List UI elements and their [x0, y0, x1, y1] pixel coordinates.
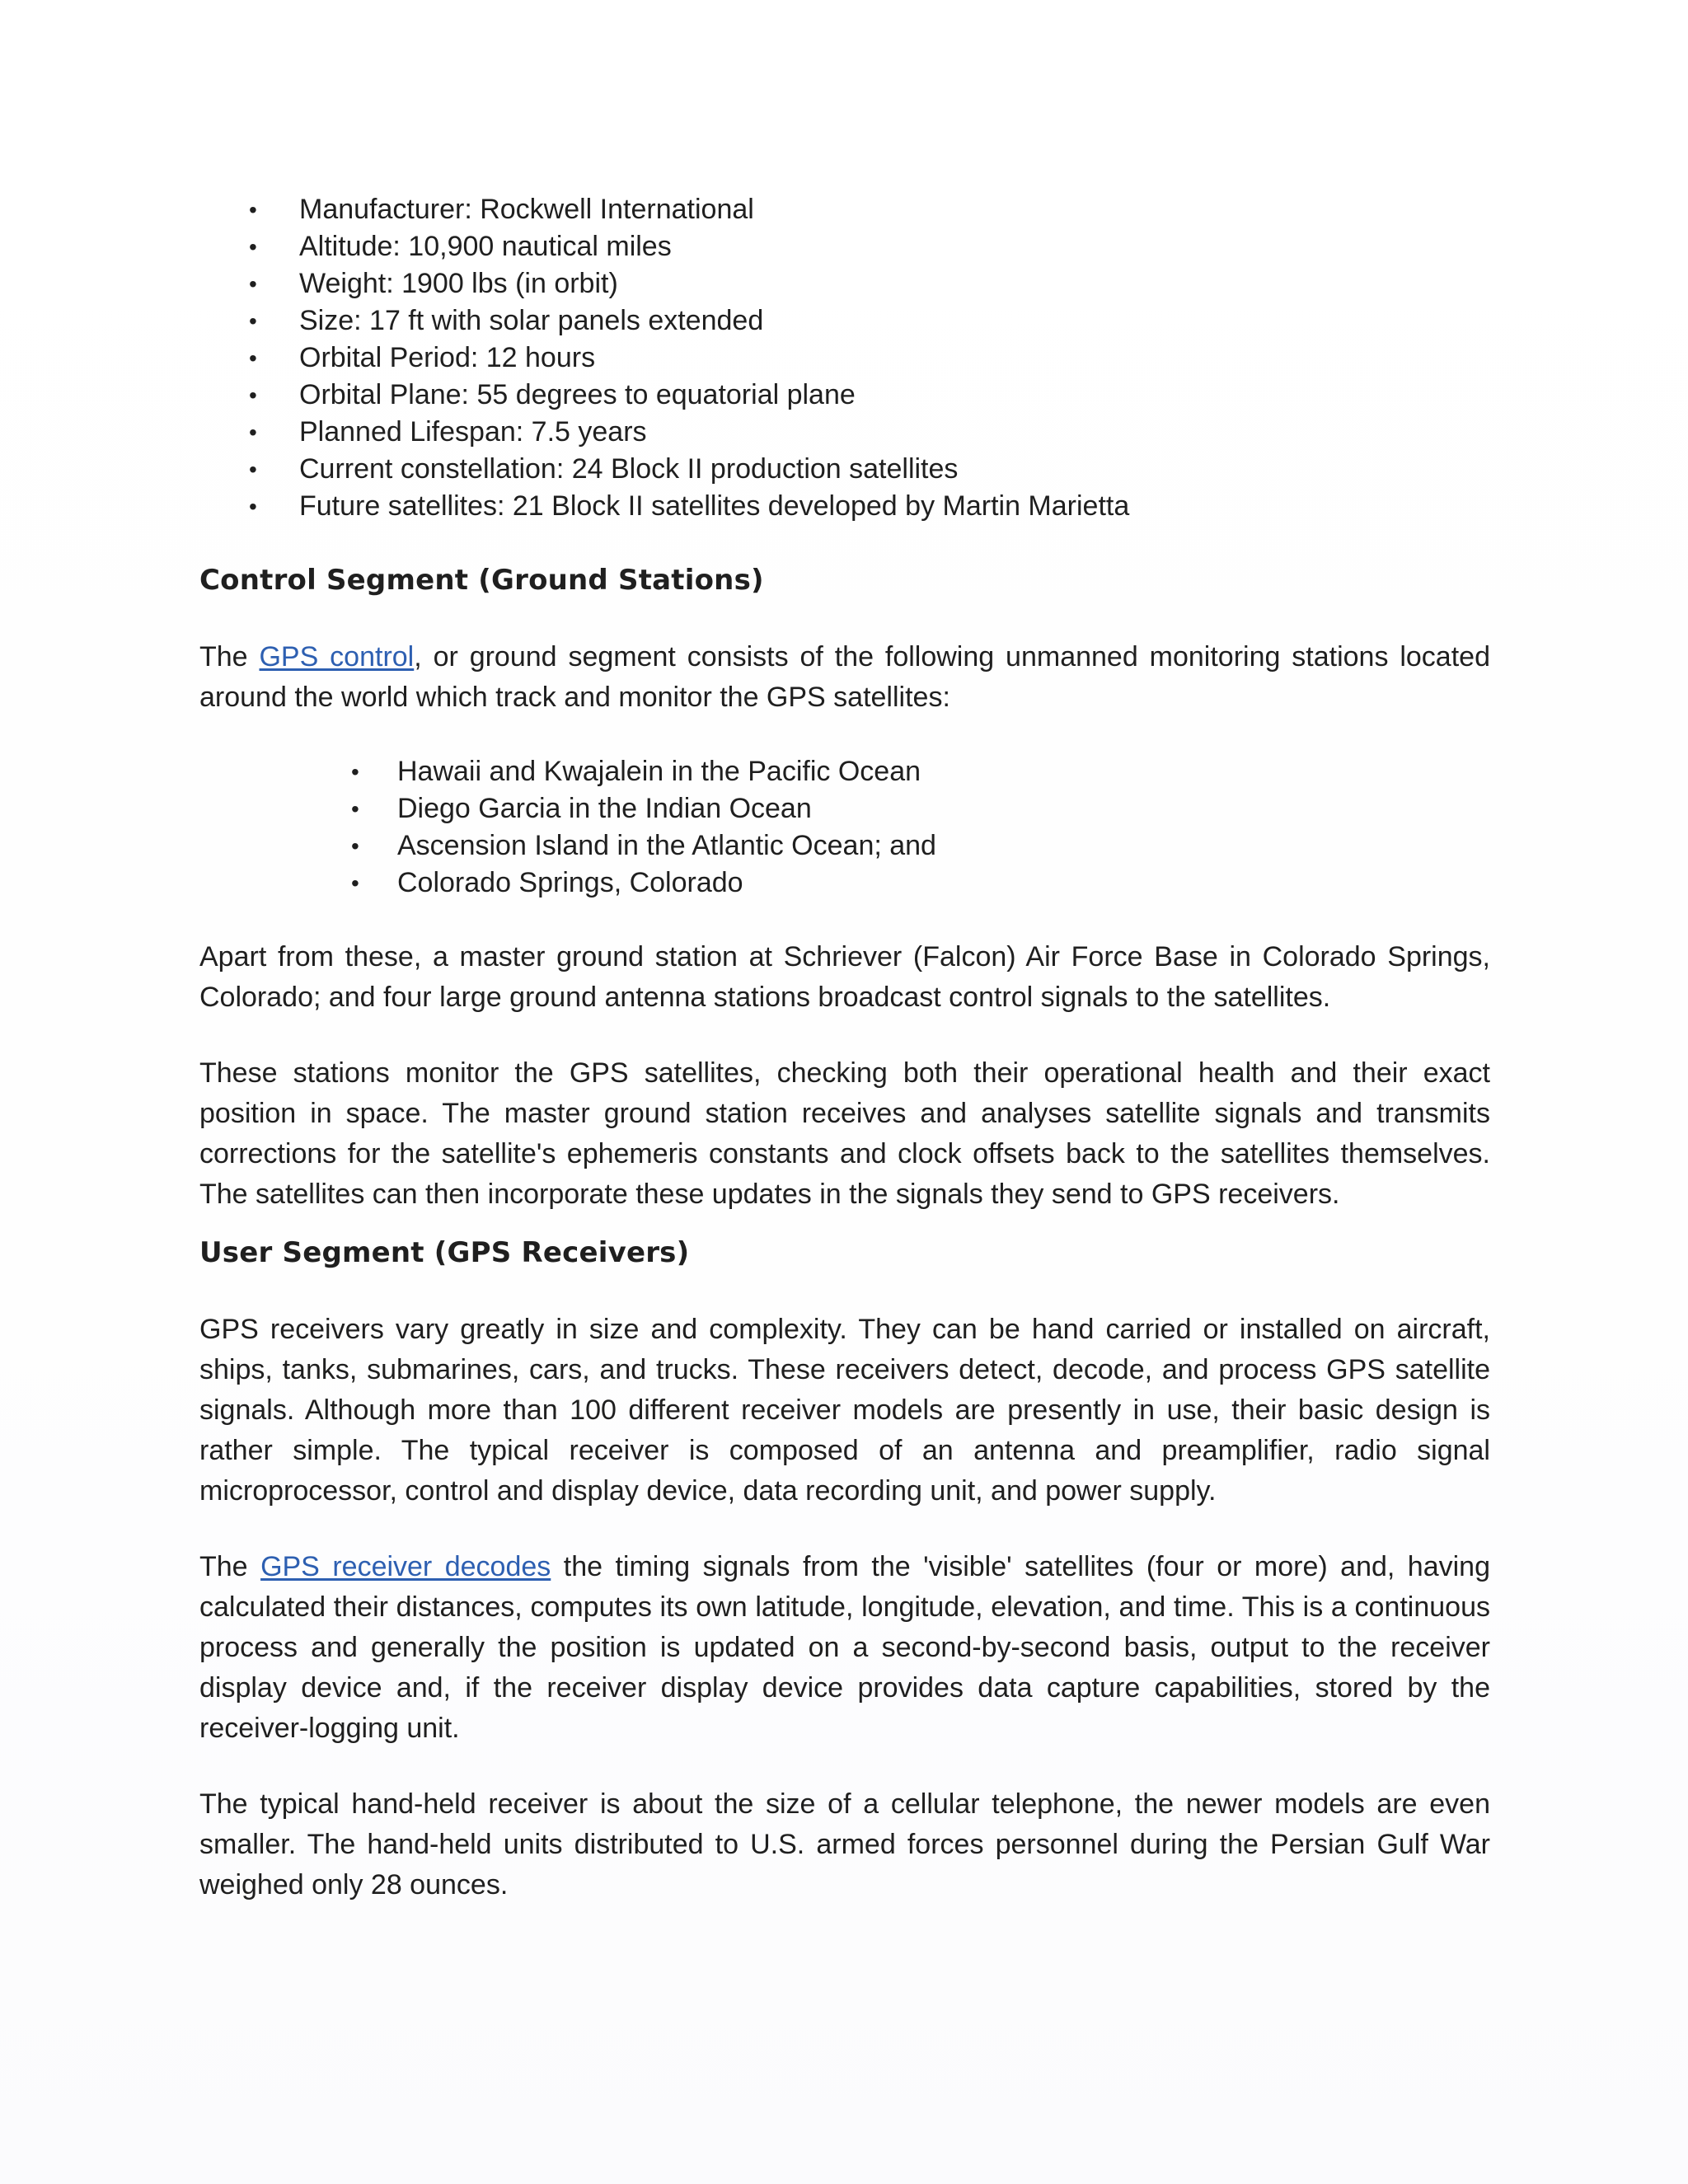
- spec-item-size: • Size: 17 ft with solar panels extended: [199, 302, 1490, 340]
- spec-item-manufacturer: • Manufacturer: Rockwell International: [199, 191, 1490, 228]
- gps-receiver-decodes-link[interactable]: GPS receiver decodes: [260, 1551, 551, 1582]
- document-body: [199, 191, 1490, 1905]
- station-item-ascension: • Ascension Island in the Atlantic Ocean; and: [199, 827, 1490, 865]
- spec-item-orbital-period: • Orbital Period: 12 hours: [199, 340, 1490, 377]
- gps-control-link[interactable]: GPS control: [259, 641, 415, 673]
- control-intro-after: , or ground segment consists of the following unmanned monitoring stations located around the world which track and monitor the GPS satellites:: [199, 641, 1490, 713]
- monitoring-paragraph: These stations monitor the GPS satellites, checking both their operational health and their exact position in space. The master ground station receives and analyses satellite signals and transmits corrections for the satellite's ephemeris constants and clock offsets back to the satellites themselves. The satellites can then incorporate these updates in the signals they send to GPS receivers.: [199, 1057, 1490, 1210]
- station-item-colorado: • Colorado Springs, Colorado: [199, 865, 1490, 902]
- master-station-paragraph: Apart from these, a master ground station at Schriever (Falcon) Air Force Base in Colorado Springs, Colorado; and four large ground antenna stations broadcast control signals to the satellites.: [199, 941, 1490, 1013]
- ground-station-list: [199, 753, 1490, 902]
- satellite-spec-list: [199, 191, 1490, 525]
- receiver-decoding-paragraph: [199, 1547, 1490, 1749]
- control-segment-intro: [199, 637, 1490, 718]
- control-segment-heading: Control Segment (Ground Stations): [199, 564, 764, 597]
- spec-item-altitude: • Altitude: 10,900 nautical miles: [199, 228, 1490, 265]
- decode-before: The: [199, 1551, 261, 1582]
- hand-held-paragraph: The typical hand-held receiver is about the size of a cellular telephone, the newer models are even smaller. The hand-held units distributed to U.S. armed forces personnel during the Persian Gulf War weighed only 28 ounces.: [199, 1788, 1490, 1900]
- spec-item-weight: • Weight: 1900 lbs (in orbit): [199, 265, 1490, 302]
- spec-item-orbital-plane: • Orbital Plane: 55 degrees to equatorial plane: [199, 377, 1490, 414]
- spec-item-future-satellites: • Future satellites: 21 Block II satellites developed by Martin Marietta: [199, 488, 1490, 525]
- decode-after: the timing signals from the 'visible' satellites (four or more) and, having calculated their distances, computes its own latitude, longitude, elevation, and time. This is a continuous process and generally the position is updated on a second-by-second basis, output to the receiver display device and, if the receiver display device provides data capture capabilities, stored by the receiver-logging unit.: [199, 1551, 1490, 1744]
- station-item-diego-garcia: • Diego Garcia in the Indian Ocean: [199, 790, 1490, 827]
- control-intro-before: The: [199, 641, 260, 673]
- station-item-hawaii: • Hawaii and Kwajalein in the Pacific Ocean: [199, 753, 1490, 790]
- spec-item-current-constellation: • Current constellation: 24 Block II production satellites: [199, 451, 1490, 488]
- user-segment-heading: User Segment (GPS Receivers): [199, 1236, 690, 1269]
- spec-item-lifespan: • Planned Lifespan: 7.5 years: [199, 414, 1490, 451]
- receivers-paragraph: GPS receivers vary greatly in size and complexity. They can be hand carried or installed on aircraft, ships, tanks, submarines, cars, and trucks. These receivers detect, decode, and process GPS satellite signals. Although more than 100 different receiver models are presently in use, their basic design is rather simple. The typical receiver is composed of an antenna and preamplifier, radio signal microprocessor, control and display device, data recording unit, and power supply.: [199, 1314, 1490, 1507]
